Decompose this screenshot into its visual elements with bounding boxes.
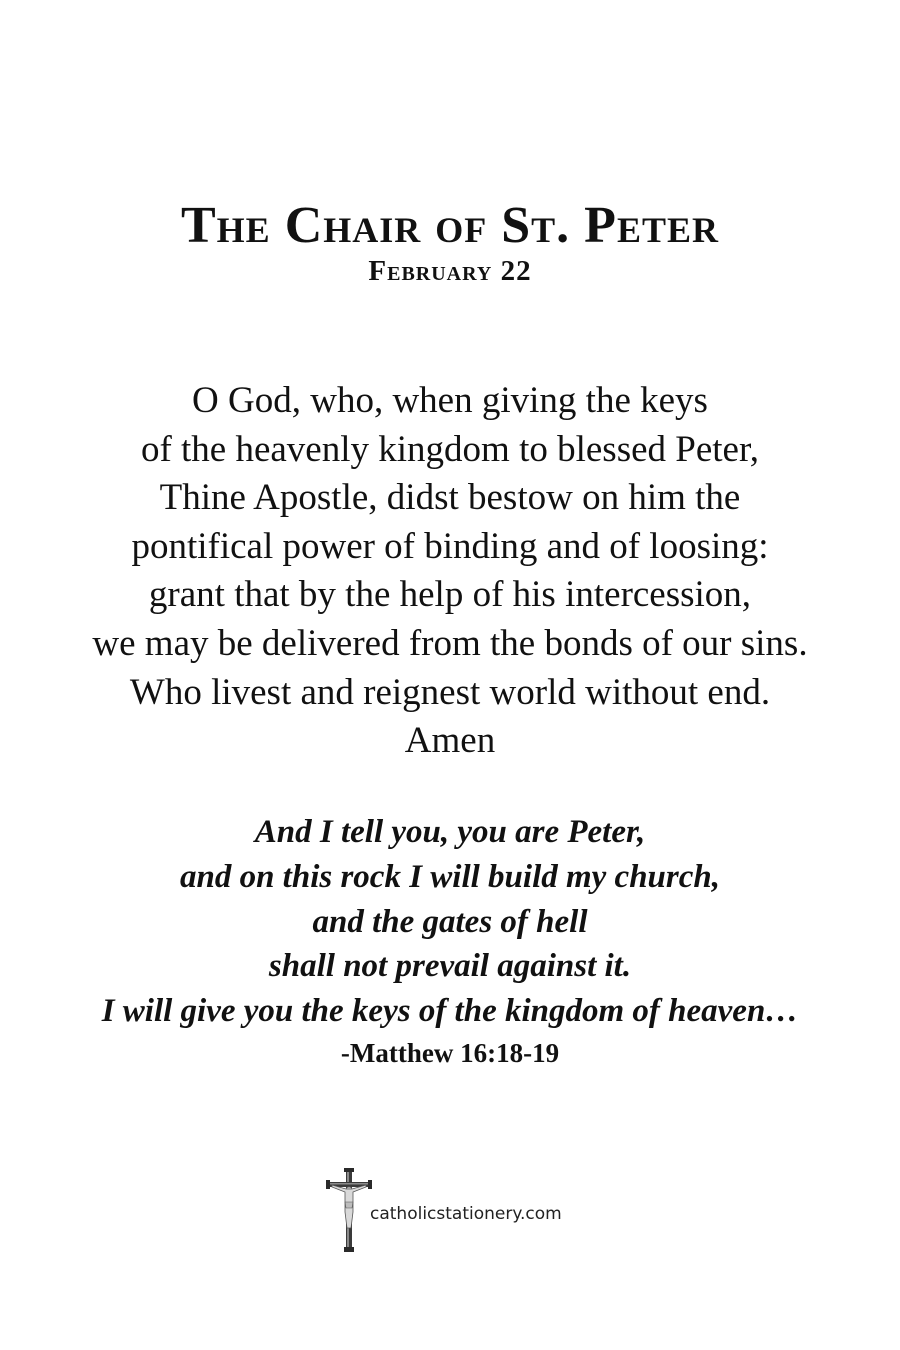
footer-branding: [326, 1168, 586, 1252]
scripture-line: and the gates of hell: [312, 903, 588, 940]
prayer-line: pontifical power of binding and of loosing:: [131, 525, 769, 567]
prayer-line: Who livest and reignest world without end.: [129, 671, 771, 713]
scripture-line: and on this rock I will build my church,: [179, 858, 721, 895]
prayer-line: of the heavenly kingdom to blessed Peter,: [140, 428, 760, 470]
page-title: The Chair of St. Peter: [181, 197, 719, 254]
crucifix-icon: [326, 1168, 372, 1252]
feast-date: February 22: [368, 255, 532, 287]
prayer-line: Thine Apostle, didst bestow on him the: [159, 477, 741, 519]
scripture-line: And I tell you, you are Peter,: [254, 814, 646, 850]
scripture-line: I will give you the keys of the kingdom of heaven…: [101, 993, 799, 1030]
prayer-line: grant that by the help of his intercession,: [148, 574, 752, 616]
prayer-line: O God, who, when giving the keys: [192, 380, 708, 421]
scripture-quote: [0, 810, 900, 1034]
prayer-amen: Amen: [404, 720, 496, 762]
scripture-citation: -Matthew 16:18-19: [340, 1038, 560, 1068]
scripture-line: shall not prevail against it.: [268, 948, 632, 985]
website-link[interactable]: catholicstationery.com: [370, 1204, 562, 1224]
prayer-line: we may be delivered from the bonds of our sins.: [92, 622, 808, 664]
prayer-text: [0, 377, 900, 766]
